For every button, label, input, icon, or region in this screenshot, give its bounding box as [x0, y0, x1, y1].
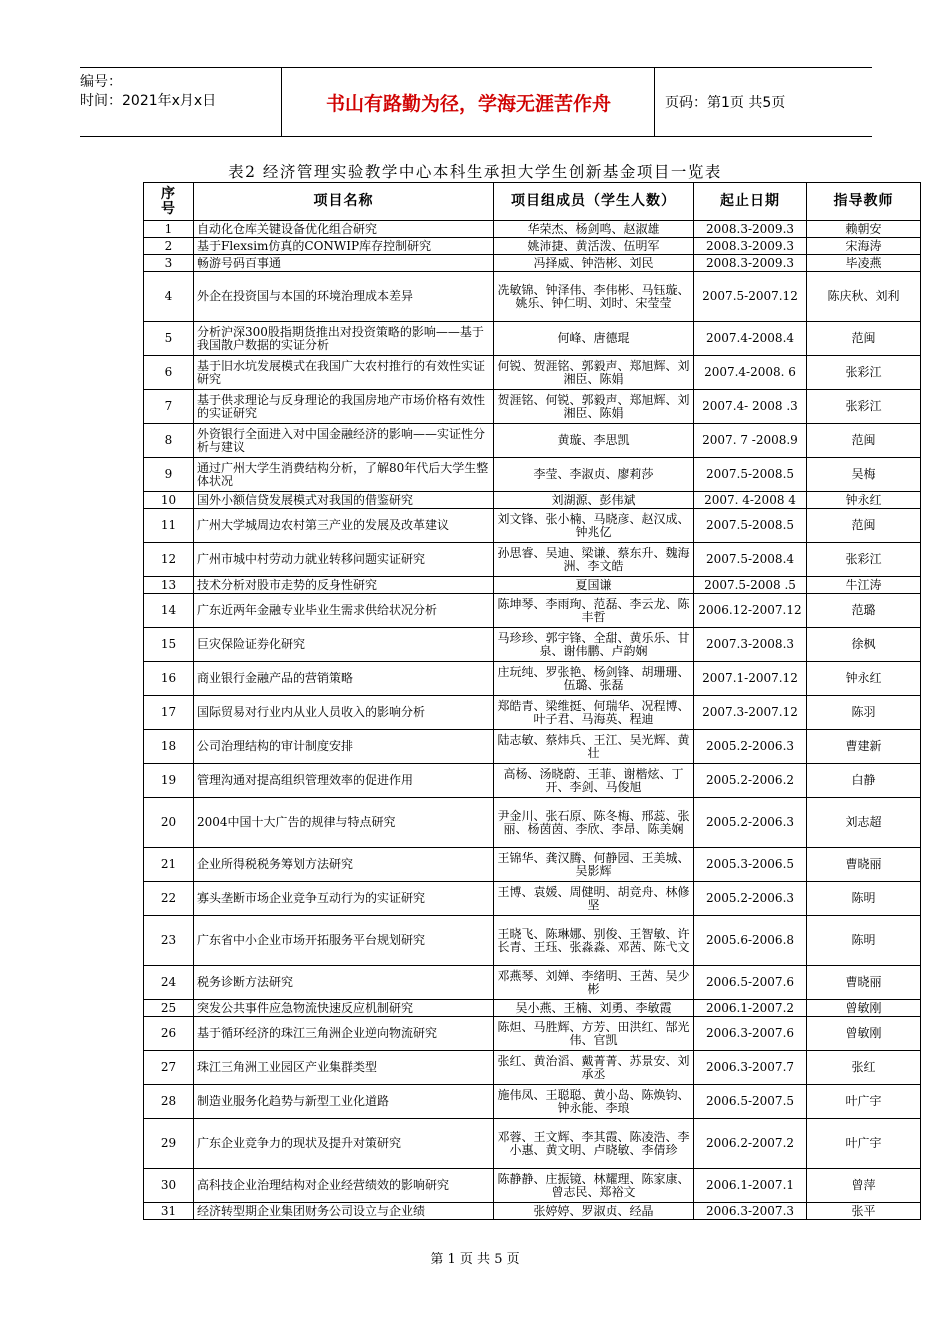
page-header — [80, 67, 872, 137]
project-name: 广东企业竞争力的现状及提升对策研究 — [194, 1119, 494, 1169]
project-members: 郑皓青、梁维挺、何瑞华、况程博、叶子君、马海英、程迪 — [494, 696, 694, 730]
project-name: 广东省中小企业市场开拓服务平台规划研究 — [194, 916, 494, 966]
row-index: 12 — [144, 543, 194, 577]
table-row — [144, 238, 921, 255]
project-members: 夏国谦 — [494, 577, 694, 594]
row-index: 8 — [144, 424, 194, 458]
row-index: 31 — [144, 1203, 194, 1220]
project-dates: 2008.3-2009.3 — [694, 238, 807, 255]
project-advisor: 白静 — [807, 764, 921, 798]
row-index: 17 — [144, 696, 194, 730]
row-index: 2 — [144, 238, 194, 255]
row-index: 20 — [144, 798, 194, 848]
project-name: 基于旧水坑发展模式在我国广大农村推行的有效性实证研究 — [194, 356, 494, 390]
row-index: 19 — [144, 764, 194, 798]
project-advisor: 张彩江 — [807, 356, 921, 390]
project-dates: 2007.4-2008.4 — [694, 322, 807, 356]
row-index: 22 — [144, 882, 194, 916]
page-footer: 第 1 页 共 5 页 — [430, 1252, 520, 1267]
project-dates: 2006.5-2007.6 — [694, 966, 807, 1000]
project-table — [143, 182, 921, 1220]
table-row — [144, 255, 921, 272]
row-index: 27 — [144, 1051, 194, 1085]
project-members: 陆志敏、蔡炜兵、王江、吴光辉、黄壮 — [494, 730, 694, 764]
project-dates: 2007.3-2007.12 — [694, 696, 807, 730]
project-members: 尹金川、张石原、陈冬梅、邢蕊、张丽、杨茵茵、李欣、李昂、陈美娴 — [494, 798, 694, 848]
project-name: 技术分析对股市走势的反身性研究 — [194, 577, 494, 594]
project-dates: 2005.2-2006.3 — [694, 882, 807, 916]
project-members: 孙思睿、吴迪、梁谦、蔡东升、魏海洲、李文皓 — [494, 543, 694, 577]
project-dates: 2005.3-2006.5 — [694, 848, 807, 882]
project-dates: 2006.5-2007.5 — [694, 1085, 807, 1119]
project-advisor: 陈羽 — [807, 696, 921, 730]
table-row — [144, 577, 921, 594]
project-name: 广州大学城周边农村第三产业的发展及改革建议 — [194, 509, 494, 543]
row-index: 5 — [144, 322, 194, 356]
project-advisor: 宋海涛 — [807, 238, 921, 255]
row-index: 15 — [144, 628, 194, 662]
table-row — [144, 272, 921, 322]
project-members: 姚沛捷、黄活泼、伍明军 — [494, 238, 694, 255]
project-dates: 2007.5-2008.5 — [694, 509, 807, 543]
project-name: 制造业服务化趋势与新型工业化道路 — [194, 1085, 494, 1119]
table-row — [144, 1203, 921, 1220]
project-name: 寡头垄断市场企业竞争互动行为的实证研究 — [194, 882, 494, 916]
row-index: 10 — [144, 492, 194, 509]
project-members: 王晓飞、陈琳娜、别俊、王智敏、许长青、王珏、张淼淼、邓茜、陈弋文 — [494, 916, 694, 966]
table-row — [144, 492, 921, 509]
project-advisor: 钟永红 — [807, 662, 921, 696]
project-dates: 2007. 4-2008 4 — [694, 492, 807, 509]
project-dates: 2005.2-2006.3 — [694, 798, 807, 848]
project-members: 陈坤琴、李雨珣、范磊、李云龙、陈丰哲 — [494, 594, 694, 628]
project-name: 经济转型期企业集团财务公司设立与企业绩 — [194, 1203, 494, 1220]
time-label: 时间：2021年x月x日 — [80, 93, 217, 109]
project-dates: 2005.2-2006.2 — [694, 764, 807, 798]
table-title: 表2 经济管理实验教学中心本科生承担大学生创新基金项目一览表 — [228, 163, 722, 181]
table-row — [144, 1051, 921, 1085]
project-name: 突发公共事件应急物流快速反应机制研究 — [194, 1000, 494, 1017]
table-row — [144, 882, 921, 916]
table-row — [144, 696, 921, 730]
project-dates: 2007. 7 -2008.9 — [694, 424, 807, 458]
project-name: 基于Flexsim仿真的CONWIP库存控制研究 — [194, 238, 494, 255]
project-members: 吴小燕、王楠、刘勇、李敏霞 — [494, 1000, 694, 1017]
col-header-members: 项目组成员（学生人数） — [494, 183, 694, 221]
row-index: 13 — [144, 577, 194, 594]
row-index: 30 — [144, 1169, 194, 1203]
project-dates: 2006.3-2007.6 — [694, 1017, 807, 1051]
project-dates: 2006.1-2007.2 — [694, 1000, 807, 1017]
project-name: 广州市城中村劳动力就业转移问题实证研究 — [194, 543, 494, 577]
project-dates: 2007.5-2008 .5 — [694, 577, 807, 594]
project-name: 广东近两年金融专业毕业生需求供给状况分析 — [194, 594, 494, 628]
project-dates: 2005.6-2006.8 — [694, 916, 807, 966]
project-advisor: 曾敏刚 — [807, 1017, 921, 1051]
table-row — [144, 221, 921, 238]
project-dates: 2007.5-2008.4 — [694, 543, 807, 577]
code-label: 编号： — [80, 74, 122, 90]
project-members: 王博、袁媛、周健明、胡竞舟、林修坚 — [494, 882, 694, 916]
row-index: 9 — [144, 458, 194, 492]
project-members: 黄璇、李思凯 — [494, 424, 694, 458]
project-name: 高科技企业治理结构对企业经营绩效的影响研究 — [194, 1169, 494, 1203]
project-dates: 2007.3-2008.3 — [694, 628, 807, 662]
table-row — [144, 322, 921, 356]
project-name: 分析沪深300股指期货推出对投资策略的影响——基于我国散户数据的实证分析 — [194, 322, 494, 356]
project-name: 基于供求理论与反身理论的我国房地产市场价格有效性的实证研究 — [194, 390, 494, 424]
project-dates: 2005.2-2006.3 — [694, 730, 807, 764]
project-advisor: 赖朝安 — [807, 221, 921, 238]
project-name: 国际贸易对行业内从业人员收入的影响分析 — [194, 696, 494, 730]
project-advisor: 张彩江 — [807, 543, 921, 577]
project-members: 张婷婷、罗淑贞、经晶 — [494, 1203, 694, 1220]
table-row — [144, 764, 921, 798]
project-members: 何锐、贺涯铭、郭毅声、郑旭辉、刘湘臣、陈娟 — [494, 356, 694, 390]
project-members: 何峰、唐德琨 — [494, 322, 694, 356]
project-members: 王锦华、龚汉腾、何静园、王美城、吴影辉 — [494, 848, 694, 882]
project-dates: 2006.2-2007.2 — [694, 1119, 807, 1169]
project-dates: 2008.3-2009.3 — [694, 221, 807, 238]
project-advisor: 陈庆秋、刘利 — [807, 272, 921, 322]
project-advisor: 范闽 — [807, 322, 921, 356]
table-row — [144, 1169, 921, 1203]
project-members: 刘文锋、张小楠、马晓彦、赵汉成、钟兆亿 — [494, 509, 694, 543]
project-dates: 2007.4-2008. 6 — [694, 356, 807, 390]
table-row — [144, 730, 921, 764]
project-advisor: 徐枫 — [807, 628, 921, 662]
project-members: 张红、黄治滔、戴菁菁、苏景安、刘承丞 — [494, 1051, 694, 1085]
project-name: 畅游号码百事通 — [194, 255, 494, 272]
table-row — [144, 594, 921, 628]
project-members: 贺涯铭、何锐、郭毅声、郑旭辉、刘湘臣、陈娟 — [494, 390, 694, 424]
project-advisor: 曹晓丽 — [807, 848, 921, 882]
project-dates: 2007.5-2007.12 — [694, 272, 807, 322]
row-index: 29 — [144, 1119, 194, 1169]
project-name: 通过广州大学生消费结构分析，了解80年代后大学生整体状况 — [194, 458, 494, 492]
row-index: 3 — [144, 255, 194, 272]
row-index: 28 — [144, 1085, 194, 1119]
project-members: 陈静静、庄振镜、林耀理、陈家康、曾志民、郑裕文 — [494, 1169, 694, 1203]
project-members: 华荣杰、杨剑鸣、赵淑雄 — [494, 221, 694, 238]
table-row — [144, 390, 921, 424]
project-advisor: 叶广宇 — [807, 1085, 921, 1119]
project-advisor: 曹建新 — [807, 730, 921, 764]
project-members: 邓蓉、王文辉、李其霞、陈凌浩、李小惠、黄文明、卢晓敏、李倩珍 — [494, 1119, 694, 1169]
project-members: 刘湖源、彭伟斌 — [494, 492, 694, 509]
table-row — [144, 848, 921, 882]
table-row — [144, 356, 921, 390]
row-index: 16 — [144, 662, 194, 696]
project-advisor: 范璐 — [807, 594, 921, 628]
table-row — [144, 1119, 921, 1169]
project-name: 公司治理结构的审计制度安排 — [194, 730, 494, 764]
table-header-row — [144, 183, 921, 221]
project-members: 冯择威、钟浩彬、刘民 — [494, 255, 694, 272]
table-row — [144, 543, 921, 577]
table-row — [144, 1085, 921, 1119]
row-index: 6 — [144, 356, 194, 390]
table-row — [144, 662, 921, 696]
col-header-date: 起止日期 — [694, 183, 807, 221]
table-row — [144, 1000, 921, 1017]
row-index: 4 — [144, 272, 194, 322]
project-name: 国外小额信贷发展模式对我国的借鉴研究 — [194, 492, 494, 509]
project-advisor: 范闽 — [807, 509, 921, 543]
project-name: 珠江三角洲工业园区产业集群类型 — [194, 1051, 494, 1085]
project-dates: 2007.5-2008.5 — [694, 458, 807, 492]
row-index: 24 — [144, 966, 194, 1000]
project-advisor: 曹晓丽 — [807, 966, 921, 1000]
project-name: 管理沟通对提高组织管理效率的促进作用 — [194, 764, 494, 798]
header-motto: 书山有路勤为径，学海无涯苦作舟 — [283, 68, 655, 136]
project-advisor: 范闽 — [807, 424, 921, 458]
row-index: 23 — [144, 916, 194, 966]
project-members: 马珍珍、郭宇锋、全甜、黄乐乐、甘泉、谢伟鹏、卢韵娴 — [494, 628, 694, 662]
project-name: 外企在投资国与本国的环境治理成本差异 — [194, 272, 494, 322]
row-index: 26 — [144, 1017, 194, 1051]
project-advisor: 张红 — [807, 1051, 921, 1085]
row-index: 21 — [144, 848, 194, 882]
table-row — [144, 628, 921, 662]
row-index: 18 — [144, 730, 194, 764]
project-members: 陈炟、马胜辉、方芳、田洪红、郜光伟、官凯 — [494, 1017, 694, 1051]
project-name: 外资银行全面进入对中国金融经济的影响——实证性分析与建议 — [194, 424, 494, 458]
table-body — [144, 221, 921, 1220]
col-header-teacher: 指导教师 — [807, 183, 921, 221]
col-header-index: 序号 — [144, 183, 194, 221]
table-row — [144, 458, 921, 492]
table-row — [144, 424, 921, 458]
project-name: 税务诊断方法研究 — [194, 966, 494, 1000]
project-name: 2004中国十大广告的规律与特点研究 — [194, 798, 494, 848]
row-index: 25 — [144, 1000, 194, 1017]
header-page-info: 页码：第1页 共5页 — [665, 95, 786, 111]
project-members: 施伟凤、王聪聪、黄小岛、陈焕钧、钟永能、李琅 — [494, 1085, 694, 1119]
table-row — [144, 1017, 921, 1051]
project-advisor: 陈明 — [807, 916, 921, 966]
project-advisor: 曾萍 — [807, 1169, 921, 1203]
col-header-name: 项目名称 — [194, 183, 494, 221]
project-members: 高杨、汤晓蔚、王菲、谢楷炫、丁开、李剑、马俊旭 — [494, 764, 694, 798]
project-dates: 2008.3-2009.3 — [694, 255, 807, 272]
row-index: 1 — [144, 221, 194, 238]
project-members: 庄玩纯、罗张艳、杨剑锋、胡珊珊、伍璐、张磊 — [494, 662, 694, 696]
project-dates: 2006.3-2007.7 — [694, 1051, 807, 1085]
table-row — [144, 798, 921, 848]
table-row — [144, 509, 921, 543]
project-members: 李莹、李淑贞、廖莉莎 — [494, 458, 694, 492]
project-dates: 2006.12-2007.12 — [694, 594, 807, 628]
project-advisor: 叶广宇 — [807, 1119, 921, 1169]
project-advisor: 毕凌燕 — [807, 255, 921, 272]
row-index: 14 — [144, 594, 194, 628]
project-dates: 2006.1-2007.1 — [694, 1169, 807, 1203]
table-row — [144, 916, 921, 966]
project-dates: 2007.4- 2008 .3 — [694, 390, 807, 424]
project-name: 商业银行金融产品的营销策略 — [194, 662, 494, 696]
project-advisor: 曾敏刚 — [807, 1000, 921, 1017]
project-dates: 2007.1-2007.12 — [694, 662, 807, 696]
header-meta — [80, 68, 282, 136]
project-advisor: 吴梅 — [807, 458, 921, 492]
project-name: 基于循环经济的珠江三角洲企业逆向物流研究 — [194, 1017, 494, 1051]
table-row — [144, 966, 921, 1000]
row-index: 7 — [144, 390, 194, 424]
project-advisor: 张平 — [807, 1203, 921, 1220]
row-index: 11 — [144, 509, 194, 543]
project-members: 邓燕琴、刘婵、李绪明、王茜、吴少彬 — [494, 966, 694, 1000]
project-name: 巨灾保险证券化研究 — [194, 628, 494, 662]
project-members: 冼敏锦、钟泽伟、李伟彬、马钰璇、姚乐、钟仁明、刘时、宋莹莹 — [494, 272, 694, 322]
project-name: 企业所得税税务筹划方法研究 — [194, 848, 494, 882]
project-advisor: 陈明 — [807, 882, 921, 916]
project-name: 自动化仓库关键设备优化组合研究 — [194, 221, 494, 238]
project-advisor: 牛江涛 — [807, 577, 921, 594]
project-advisor: 钟永红 — [807, 492, 921, 509]
project-advisor: 刘志超 — [807, 798, 921, 848]
project-dates: 2006.3-2007.3 — [694, 1203, 807, 1220]
project-advisor: 张彩江 — [807, 390, 921, 424]
